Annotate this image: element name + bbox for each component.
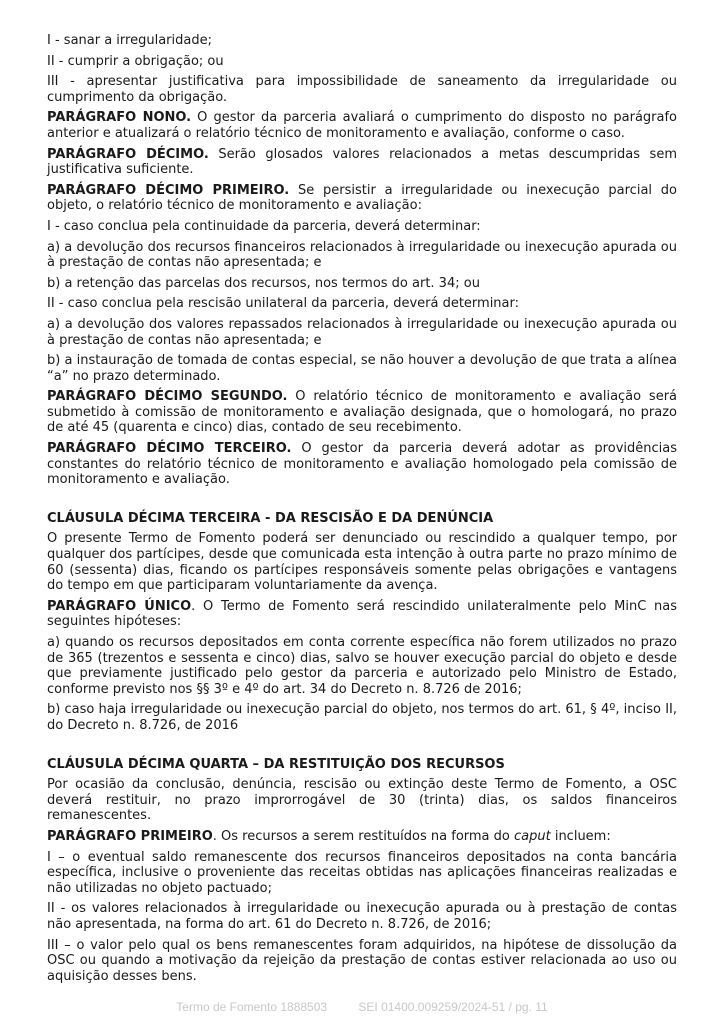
paragraph-label: PARÁGRAFO DÉCIMO PRIMEIRO.: [47, 182, 290, 198]
clause-heading: CLÁUSULA DÉCIMA QUARTA – DA RESTITUIÇÃO DOS RECURSOS: [47, 756, 505, 772]
paragraph: III – o valor pelo qual os bens remanescentes foram adquiridos, na hipótese de dissolução da OSC ou quando a motivação da rejeição da prestação de contas estiver relacionada ao uso ou aquisição desses bens.: [47, 937, 677, 984]
paragraph-decimo-terceiro: [47, 441, 677, 488]
paragraph-text-end: incluem:: [550, 828, 611, 844]
paragraph-text: O gestor da parceria deverá adotar as providências constantes do relatório técnico de monitoramento e avaliação homologado pela comissão de monitoramento e avaliação.: [47, 441, 677, 488]
clause-heading: CLÁUSULA DÉCIMA TERCEIRA - DA RESCISÃO E DA DENÚNCIA: [47, 510, 494, 526]
paragraph-label: PARÁGRAFO ÚNICO: [47, 598, 192, 614]
paragraph-label: PARÁGRAFO PRIMEIRO: [47, 828, 213, 844]
paragraph: b) caso haja irregularidade ou inexecução parcial do objeto, nos termos do art. 61, § 4º, inciso II, do Decreto n. 8.726, de 2016: [47, 702, 677, 733]
paragraph: a) a devolução dos recursos financeiros relacionados à irregularidade ou inexecução apurada ou à prestação de contas não apresentada; e: [47, 239, 677, 271]
paragraph-decimo-segundo: [47, 389, 677, 436]
paragraph: b) a retenção das parcelas dos recursos, nos termos do art. 34; ou: [47, 275, 480, 291]
footer-doc-ref: Termo de Fomento 1888503: [176, 1000, 328, 1014]
paragraph-text: . O Termo de Fomento será rescindido unilateralmente pelo MinC nas seguintes hipóteses:: [47, 598, 678, 630]
paragraph: II - os valores relacionados à irregularidade ou inexecução apurada ou à prestação de contas não apresentada, na forma do art. 61 do Decreto n. 8.726, de 2016;: [47, 901, 677, 932]
paragraph-decimo: [47, 147, 677, 178]
paragraph-text: O relatório técnico de monitoramento e avaliação será submetido à comissão de monitoramento e avaliação designada, que o homologará, no prazo de até 45 (quarenta e cinco) dias, contado de seu recebimento.: [47, 389, 678, 436]
document-body: [47, 33, 677, 989]
paragraph: III - apresentar justificativa para impossibilidade de saneamento da irregularidade ou cumprimento da obrigação.: [47, 74, 677, 105]
paragraph-label: PARÁGRAFO DÉCIMO SEGUNDO.: [47, 389, 288, 405]
paragraph: O presente Termo de Fomento poderá ser denunciado ou rescindido a qualquer tempo, por qualquer dos partícipes, desde que comunicada esta intenção à outra parte no prazo mínimo de 60 (sessenta) dias, ficando os partícipes responsáveis somente pelas obrigações e vantagens do tempo em que participaram voluntariamente da avença.: [47, 531, 677, 594]
paragraph-primeiro: [47, 829, 677, 845]
section-gap: [47, 493, 677, 511]
section-gap: [47, 739, 677, 757]
paragraph: b) a instauração de tomada de contas especial, se não houver a devolução de que trata a alínea “a” no prazo determinado.: [47, 353, 677, 384]
paragraph-unico: [47, 599, 677, 630]
paragraph: II - caso conclua pela rescisão unilateral da parceria, deverá determinar:: [47, 296, 520, 312]
paragraph: a) quando os recursos depositados em conta corrente específica não forem utilizados no prazo de 365 (trezentos e sessenta e cinco) dias, salvo se houver execução parcial do objeto e desde que previamente justificado pelo gestor da parceria e autorizado pelo Ministro de Estado, conforme previsto nos §§ 3º e 4º do art. 34 do Decreto n. 8.726 de 2016;: [47, 635, 677, 697]
paragraph-label: PARÁGRAFO NONO.: [47, 110, 192, 126]
paragraph-decimo-primeiro: [47, 183, 677, 214]
paragraph-label: PARÁGRAFO DÉCIMO TERCEIRO.: [47, 441, 292, 457]
paragraph: I - sanar a irregularidade;: [47, 33, 212, 48]
paragraph: I – o eventual saldo remanescente dos recursos financeiros depositados na conta bancária específica, inclusive o proveniente das receitas obtidas nas aplicações financeiras realizadas e não utilizadas no objeto pactuado;: [47, 849, 677, 896]
paragraph-text: O gestor da parceria avaliará o cumprimento do disposto no parágrafo anterior e atualizará o relatório técnico de monitoramento e avaliação, conforme o caso.: [47, 110, 677, 141]
paragraph: I - caso conclua pela continuidade da parceria, deverá determinar:: [47, 218, 481, 234]
footer-sei-ref: SEI 01400.009259/2024-51 / pg. 11: [358, 1000, 548, 1014]
paragraph-text: Serão glosados valores relacionados a metas descumpridas sem justificativa suficiente.: [47, 146, 677, 178]
paragraph-label: PARÁGRAFO DÉCIMO.: [47, 146, 209, 162]
caput-italic: caput: [514, 828, 551, 844]
paragraph-text: . Os recursos a serem restituídos na forma do: [212, 828, 514, 844]
paragraph: a) a devolução dos valores repassados relacionados à irregularidade ou inexecução apurada ou à prestação de contas não apresentada; e: [47, 316, 677, 348]
paragraph-nono: [47, 110, 677, 141]
paragraph: Por ocasião da conclusão, denúncia, rescisão ou extinção deste Termo de Fomento, a OSC deverá restituir, no prazo improrrogável de 30 (trinta) dias, os saldos financeiros remanescentes.: [47, 777, 677, 824]
page-footer: [0, 1000, 724, 1014]
paragraph-text: Se persistir a irregularidade ou inexecução parcial do objeto, o relatório técnico de monitoramento e avaliação:: [47, 182, 677, 214]
paragraph: II - cumprir a obrigação; ou: [47, 53, 224, 69]
